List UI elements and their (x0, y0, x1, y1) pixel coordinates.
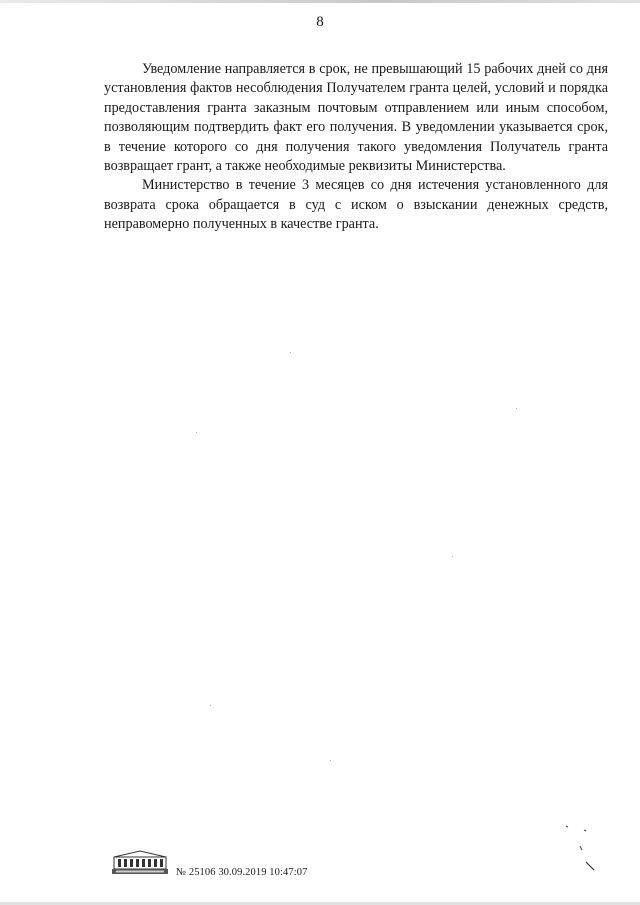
paragraph-court-claim: Министерство в течение 3 месяцев со дня истечения установленного для возврата срока обращается в суд с иском о взыскании денежных средств, неправомерно полученных в качестве гранта. (104, 177, 608, 233)
scan-speck (452, 556, 453, 557)
document-body (104, 60, 608, 235)
scan-speck (196, 432, 197, 433)
scan-edge-top (0, 0, 640, 3)
scan-speck (516, 408, 517, 409)
paragraph-notification: Уведомление направляется в срок, не превышающий 15 рабочих дней со дня установления фактов несоблюдения Получателем гранта целей, условий и порядка предоставления гранта заказным почтовым отправлением или иным способом, позволяющим подтвердить факт его получения. В уведомлении указывается срок, в течение которого со дня получения такого уведомления Получатель гранта возвращает грант, а также необходимые реквизиты Министерства. (104, 61, 608, 175)
pen-marks (560, 820, 600, 880)
scan-speck (290, 352, 291, 353)
scan-speck (330, 760, 331, 761)
building-stamp-icon (112, 849, 168, 875)
page-number: 8 (316, 14, 324, 30)
registration-number: № 25106 30.09.2019 10:47:07 (176, 867, 308, 878)
scan-speck (210, 705, 211, 706)
